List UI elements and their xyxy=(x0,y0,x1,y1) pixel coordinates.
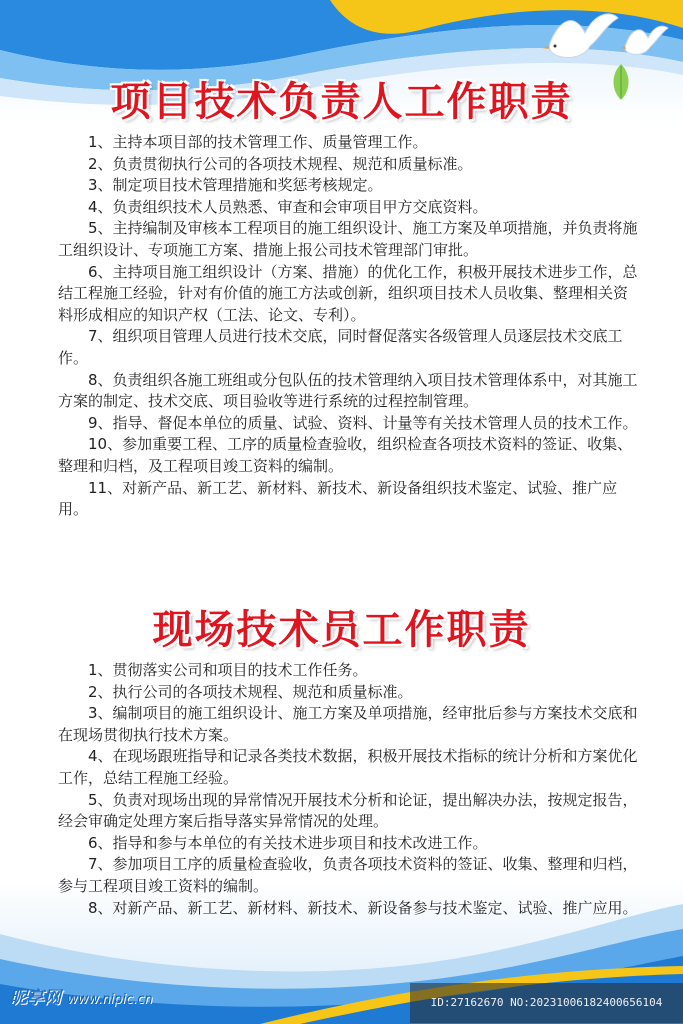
section1-item: 6、主持项目施工组织设计（方案、措施）的优化工作，积极开展技术进步工作，总结工程施工经验，针对有价值的施工方法或创新，组织项目技术人员收集、整理相关资料形成相应的知识产权（工法、论文、专利）。 xyxy=(58,262,638,324)
section1-item: 3、制定项目技术管理措施和奖惩考核规定。 xyxy=(88,176,383,195)
section1-item: 2、负责贯彻执行公司的各项技术规程、规范和质量标准。 xyxy=(88,154,473,173)
section2-item: 5、负责对现场出现的异常情况开展技术分析和论证，提出解决办法，按规定报告，经会审确定处理方案后指导落实异常情况的处理。 xyxy=(58,790,638,831)
watermark-id-bar: ID:27162670 NO:20231006182400656104 xyxy=(410,983,683,1023)
dove-icon xyxy=(540,8,620,68)
section2-title: 现场技术员工作职责 xyxy=(152,607,531,653)
section2-item: 7、参加项目工序的质量检查验收，负责各项技术资料的签证、收集、整理和归档，参与工程项目竣工资料的编制。 xyxy=(58,855,638,895)
section1-item: 1、主持本项目部的技术管理工作、质量管理工作。 xyxy=(88,133,428,151)
section1-item: 11、对新产品、新工艺、新材料、新技术、新设备组织技术鉴定、试验、推广应用。 xyxy=(58,478,618,519)
section2-item: 4、在现场跟班指导和记录各类技术数据，积极开展技术指标的统计分析和方案优化工作，总结工程施工经验。 xyxy=(58,747,638,787)
section2-item: 2、执行公司的各项技术规程、规范和质量标准。 xyxy=(88,682,413,701)
section1-item: 5、主持编制及审核本工程项目的施工组织设计、施工方案及单项措施，并负责将施工组织设计、专项施工方案、措施上报公司技术管理部门审批。 xyxy=(58,219,638,259)
section1-body xyxy=(58,132,638,521)
section1-item: 10、参加重要工程、工序的质量检查验收，组织检查各项技术资料的签证、收集、整理和归档，及工程项目竣工资料的编制。 xyxy=(58,435,633,475)
watermark-brand-text: 昵享网 xyxy=(10,988,61,1008)
dove-icon xyxy=(620,20,670,60)
section1-item: 7、组织项目管理人员进行技术交底，同时督促落实各级管理人员逐层技术交底工作。 xyxy=(58,327,623,367)
section2-item: 1、贯彻落实公司和项目的技术工作任务。 xyxy=(88,661,368,679)
watermark-url: www.nipic.cn xyxy=(67,992,153,1007)
section2-item: 8、对新产品、新工艺、新材料、新技术、新设备参与技术鉴定、试验、推广应用。 xyxy=(88,898,638,917)
section1-title: 项目技术负责人工作职责 xyxy=(110,79,573,125)
section2-body xyxy=(58,660,638,919)
section1-item: 8、负责组织各施工班组或分包队伍的技术管理纳入项目技术管理体系中，对其施工方案的制定、技术交底、项目验收等进行系统的过程控制管理。 xyxy=(58,370,638,411)
section1-item: 4、负责组织技术人员熟悉、审查和会审项目甲方交底资料。 xyxy=(88,197,488,216)
watermark-brand xyxy=(10,983,153,1008)
section2-item: 6、指导和参与本单位的有关技术进步项目和技术改进工作。 xyxy=(88,833,488,852)
section1-item: 9、指导、督促本单位的质量、试验、资料、计量等有关技术管理人员的技术工作。 xyxy=(88,413,638,432)
section2-item: 3、编制项目的施工组织设计、施工方案及单项措施，经审批后参与方案技术交底和在现场贯彻执行技术方案。 xyxy=(58,704,638,744)
